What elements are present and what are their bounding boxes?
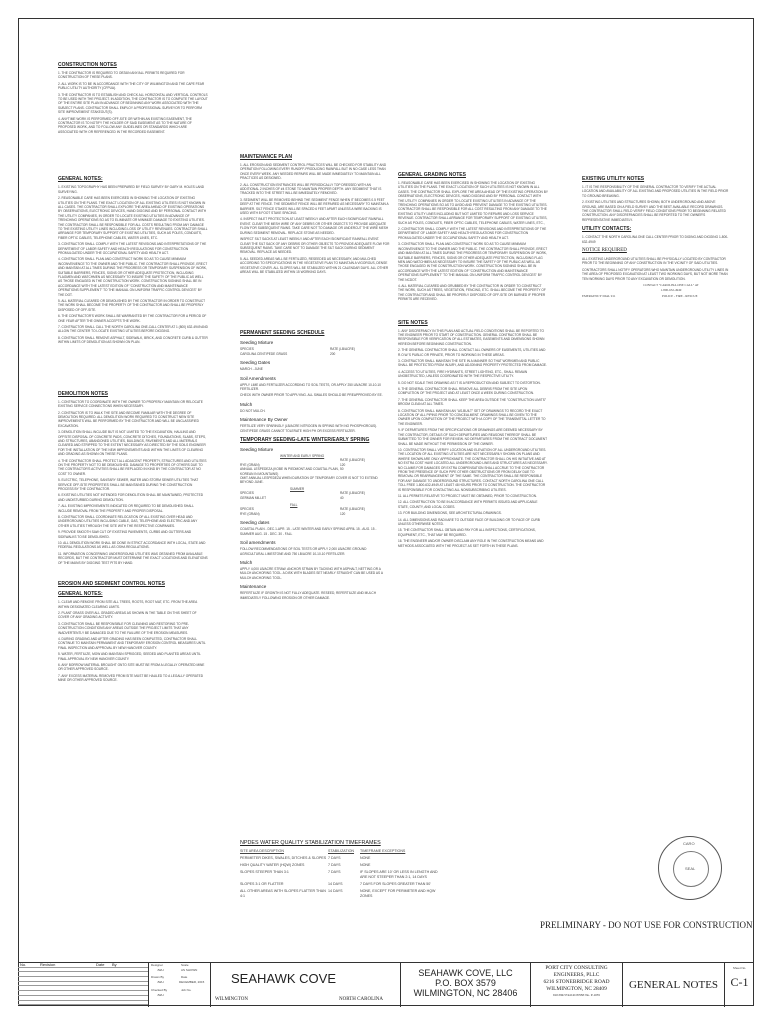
site-note: 8. CONTRACTOR SHALL MAINTAIN AN "AS-BUILT" SET OF DRAWINGS TO RECORD THE EXACT LOCATION OF ALL PIPING PRIOR TO CONCEALMENT. DRAWINGS SHALL BE GIVEN TO THE OWNER UPON COMPLETION OF THE PROJECT WITH A COPY OF THE TRANSMITTAL LETTER TO THE ENGINEER. xyxy=(398,408,546,426)
preliminary-stamp: PRELIMINARY - DO NOT USE FOR CONSTRUCTION xyxy=(540,920,753,930)
scale-value: AS SHOWN xyxy=(181,968,198,972)
summer-species-col: SPECIES xyxy=(240,491,254,496)
erosion-note: 4. DURING GRADING AND AFTER GRADING HAS BEEN COMPLETED, CONTRACTOR SHALL CONTINUE TO MAINTAIN PERMANENT AND TEMPORARY EROSION CONTROL MEASURES UNTIL FINAL INSPECTION AND APPROVAL BY NEW HANOVER COUNTY. xyxy=(58,636,206,650)
project-city: WILMINGTON xyxy=(215,997,248,1002)
date-label: Date xyxy=(181,975,188,979)
column-2 xyxy=(240,150,390,602)
mulch-text: DO NOT MULCH. xyxy=(240,408,266,413)
demolition-note: 5. ELECTRIC, TELEPHONE, SANITARY SEWER, WATER AND STORM SEWER UTILITIES THAT SERVICE OFF-SITE PROPERTIES SHALL BE MAINTAINED DURING THE CONSTRUCTION PROCESS BY THE CONTRACTOR. xyxy=(58,478,199,491)
utility-contacts-heading: UTILITY CONTACTS: xyxy=(582,226,632,233)
revision-table xyxy=(18,963,148,1007)
temp-mixture-heading: Seeding Mixture xyxy=(240,447,274,452)
grading-note: 1. REASONABLE CARE HAS BEEN EXERCISED IN SHOWING THE LOCATION OF EXISTING UTILITIES ON THE PLANS. THE EXACT LOCATION OF SUCH UTILITIES IS NOT KNOWN IN ALL CASES. THE CONTRACTOR SHALL EXPLORE THE AREA AHEAD OF THE EXISTING OPERATION BY OBSERVATIONS, ELECTRONIC DEVICES, HAND DIGGING AND BY PERSONAL CONTACT WITH THE UTILITY COMPANIES IN ORDER TO LOCATE EXISTING UTILITIES IN ADVANCE OF THE TRENCHING OPERATIONS SO AS TO AVOID AND PREVENT DAMAGE TO THE EXISTING UTILITIES. CONTRACTOR SHALL BE RESPONSIBLE FOR ALL COST RESULTING FROM ANY DAMAGE TO THE EXISTING UTILITY LINES INCLUDING BUT NOT LIMITED TO REPAIRS AND LOSS SERVICE REVENUE. CONTRACTOR SHALL ARRANGE FOR TEMPORARY SUPPORT OF EXISTING UTILITIES, SUCH AS POLES, CONDUITS, FIBER OPTIC CABLES, TELEPHONE CABLES, WATER LINES, ETC., xyxy=(398,181,548,225)
site-note: 4. ACCESS TO UTILITIES, FIRE HYDRANTS, STREET LIGHTING, ETC., SHALL REMAIN UNOBSTRUCTED, UNLESS COORDINATED WITH THE RESPECTIVE UTILITY. xyxy=(398,369,528,379)
grading-note: 4. ALL MATERIAL CLEARED AND GRUBBED BY THE CONTRACTOR IN ORDER TO CONSTRUCT THE WORK, SUCH AS TREES, VEGETATION, FENCING, ETC. SHALL BECOME THE PROPERTY OF THE CONTRACTOR AND SHALL BE PROPERLY DISPOSED OF OFF-SITE OR BURNED IF PROPER PERMITS ARE RECEIVED. xyxy=(398,283,546,302)
rev-date-header: Date xyxy=(96,962,105,967)
species-value: CAROLINA CENTIPEDE GRASS xyxy=(240,351,288,356)
column-3 xyxy=(398,168,548,550)
column-1 xyxy=(58,58,208,685)
project-block xyxy=(210,963,400,1007)
sheet-title: GENERAL NOTES xyxy=(628,979,719,991)
npdes-stab: 7 DAYS xyxy=(328,863,341,867)
npdes-row xyxy=(240,889,440,899)
sheet-no-label: Sheet No. xyxy=(732,966,747,970)
owner-block xyxy=(400,963,530,1007)
temp-maint-heading: Maintenance xyxy=(240,584,267,590)
existing-utility-note: 2. EXISTING UTILITIES AND STRUCTURES SHOWN, BOTH UNDERGROUND AND ABOVE GROUND, ARE BASED ON A FIELD SURVEY AND THE BEST AVAILABLE RECORD DRAWINGS. THE CONTRACTOR SHALL FIELD VERIFY FIELD CONDITIONS PRIOR TO BEGINNING RELATED CONSTRUCTION. ANY DISCREPANCIES SHALL BE REPORTED TO THE OWNER'S REPRESENTATIVE IMMEDIATELY. xyxy=(582,200,726,222)
engineer-license: 910.599.5744 LICENSE No. P-1035 xyxy=(553,993,600,997)
soil-amendments: APPLY LIME AND FERTILIZER ACCORDING TO SOIL TESTS, OR APPLY 250 LB/ACRE 10-10-10 FERTILIZER. xyxy=(240,382,381,391)
lespedeza-rate: 50 xyxy=(340,467,344,472)
designer-label: Designer xyxy=(151,963,164,967)
erosion-notes-heading: EROSION AND SEDIMENT CONTROL NOTES xyxy=(58,581,165,588)
site-note: 7. THE GENERAL CONTRACTOR SHALL KEEP THE AREA OUTSIDE THE "CONSTRUCTION LIMITS" BROOM CLEAN AT ALL TIMES. xyxy=(398,397,547,407)
temp-amend-heading: Soil amendments xyxy=(240,540,276,546)
construction-note: 1. THE CONTRACTOR IS REQUIRED TO OBTAIN ANY/ALL PERMITS REQUIRED FOR CONSTRUCTION OF THESE PLANS. xyxy=(58,71,185,80)
summer-rate-col: RATE (LB/ACRE) xyxy=(340,491,365,496)
erosion-note: 5. WATER, FERTILIZE, MOW AND MAINTAIN SPRIGGED, SEEDED AND PLANTED AREAS UNTIL FINAL APPROVAL BY NEW HANOVER COUNTY. xyxy=(58,652,201,661)
npdes-stab: 14 DAYS xyxy=(328,882,343,886)
site-note: 3. CONTRACTOR SHALL MAINTAIN THE SITE IN A MANNER SO THAT WORKMEN AND PUBLIC SHALL BE PROTECTED FROM INJURY, AND ADJOINING PROPERTY PROTECTED FROM DAMAGE. xyxy=(398,359,547,368)
maintenance-item: 5. ALL SEEDED AREAS WILL BE FERTILIZED, RESEEDED AS NECESSARY, AND MULCHED ACCORDING TO SPECIFICATIONS IN THE VEGETATIVE PLAN TO MAINTAIN A VIGOROUS, DENSE VEGETATIVE COVER. ALL SLOPES WILL BE STABILIZED WITHIN 21 CALENDAR DAYS. ALL OTHER AREAS WILL BE STABILIZED WITHIN 15 WORKING DAYS. xyxy=(240,256,389,274)
owner-city: WILMINGTON, NC 28406 xyxy=(413,988,518,998)
erosion-note: 6. ANY BORROW MATERIAL BROUGHT ONTO SITE MUST BE FROM A LEGALLY OPERATED MINE OR OTHER APPROVED SOURCE. xyxy=(58,662,205,672)
soil-amendments-heading: Soil Amendments xyxy=(240,375,276,381)
erosion-note: 2. PLANT GRASS OVER ALL GRADED AREAS AS SHOWN IN THE TABLE ON THIS SHEET OF COVER OF ANY GRADING ACTIVITY. xyxy=(58,610,197,620)
sheet-number: C-1 xyxy=(730,974,749,989)
sheet-number-block xyxy=(724,963,754,1007)
grading-note: 2. CONTRACTOR SHALL COMPLY WITH THE LATEST REVISIONS AND INTERPRETATIONS OF THE DEPARTMENT OF LABOR SAFETY AND HEALTH REGULATIONS FOR CONSTRUCTION PROMULGATED UNDER THE OCCUPATIONAL SAFETY AND HEALTH ACT. xyxy=(398,227,547,240)
existing-utility-heading: EXISTING UTILITY NOTES xyxy=(582,176,645,182)
demolition-note: 6. EXISTING UTILITIES NOT INTENDED FOR DEMOLITION SHALL BE MAINTAINED, PROTECTED AND UNDISTURBED DURING DEMOLITION. xyxy=(58,493,203,502)
npdes-stab: 7 DAYS xyxy=(328,856,341,860)
site-note: 13. FOR BUILDING DIMENSIONS, SEE ARCHITECTURAL DRAWINGS. xyxy=(398,511,502,516)
temp-maint: REFERTILIZE IF GROWTH IS NOT FULLY ADEQUATE. RESEED, REFERTILIZE AND MULCH IMMEDIATELY FOLLOWING EROSION OR OTHER DAMAGE. xyxy=(240,591,377,600)
npdes-heading: NPDES WATER QUALITY STABILIZATION TIMEFRAMES xyxy=(240,840,381,846)
title-block xyxy=(18,962,754,1006)
seal-label: SEAL xyxy=(685,866,696,871)
designer-block xyxy=(148,963,210,1007)
rye: RYE (GRAIN) xyxy=(240,462,260,467)
engineer-city: WILMINGTON, NC 28409 xyxy=(546,986,607,992)
general-note: 8. CONTRACTOR SHALL REMOVE ASPHALT, SIDEWALK, BRICK, AND CONCRETE CURB & GUTTER WITHIN LIMITS OF DEMOLITION AS SHOWN ON PLAN. xyxy=(58,335,208,345)
temp-dates: COASTAL PLAIN - DEC.1-APR. 15 - LATE WINTER AND EARLY SPRING APRIL 15 - AUG. 15 - SUMMER AUG. 15 - DEC. 30 - FALL xyxy=(240,527,377,536)
site-note: 1. ANY DISCREPANCY IN THIS PLAN AND ACTUAL FIELD CONDITIONS SHALL BE REPORTED TO THE ENGINEER PRIOR TO START OF CONSTRUCTION. GENERAL CONTRACTOR SHALL BE RESPONSIBLE FOR VERIFICATION OF ALL ESTIMATES, EASEMENTS AND DIMENSIONS SHOWN HEREON BEFORE BEGINNING CONSTRUCTION. xyxy=(398,328,545,346)
demolition-note: 10. ALL DEMOLITION WORK SHALL BE DONE IN STRICT ACCORDANCE WITH LOCAL, STATE AND FEDERAL REGULATIONS AS WELL AS OSHA REGULATIONS. xyxy=(58,541,206,550)
permanent-seeding-heading: PERMANENT SEEDING SCHEDULE xyxy=(240,330,325,337)
erosion-note: 1. CLEAR AND REMOVE FROM SITE ALL TREES, ROOTS, ROOT MAT, ETC. FROM THE AREA WITHIN DESIGNATED CLEARING LIMITS. xyxy=(58,600,198,609)
mulch-heading: Mulch xyxy=(240,401,253,407)
seeding-mixture-heading: Seeding Mixture xyxy=(240,340,274,346)
demolition-note: 9. PROVIDE SMOOTH SAW CUT OF EXISTING PAVEMENTS, CURBS AND GUTTERS AND SIDEWALKS TO BE DEMOLISHED. xyxy=(58,530,192,539)
utility-contact: 1. CONTACT THE NORTH CAROLINA ONE CALL CENTER PRIOR TO DIGING AND DIGGING 1-800-632-4949 xyxy=(582,235,729,244)
demolition-note: 11. INFORMATION CONCERNING UNDERGROUND UTILITIES WAS OBTAINED FROM AVAILABLE RECORDS, BUT THE CONTRACTOR MUST DETERMINE THE EXACT LOCATIONS AND ELEVATIONS OF THE MAINS BY DIGGING TEST PITS BY HAND. xyxy=(58,551,208,565)
grading-note: 3. CONTRACTOR SHALL PLAN AND CONSTRUCT WORK SO AS TO CAUSE MINIMUM INCONVENIENCE TO THE OWNER AND THE PUBLIC. THE CONTRACTOR SHALL PROVIDE, ERECT AND MAINTAIN AT ALL TIMES DURING THE PROGRESS OR TEMPORARY SUSPENSION OF WORK, SUITABLE BARRIERS, FENCES, SIGNS OR OTHER ADEQUATE PROTECTION, INCLUDING FLAG MEN AND WATCHMEN AS NECESSARY TO INSURE THE SAFETY OF THE PUBLIC AS WELL AS THOSE ENGAGED IN THE CONSTRUCTION WORK. CONSTRUCTION SIGNING SHALL BE IN ACCORDANCE WITH THE LATEST EDITION OF "CONSTRUCTION AND MAINTENANCE OPERATIONS SUPPLEMENT" TO THE MANUAL ON UNIFORM TRAFFIC CONTROL DEVICES" BY THE NCDOT. xyxy=(398,242,548,282)
site-note: 15. THE CONTRACTOR SHALL OBTAIN AND PAY FOR ALL INSPECTIONS, CERTIFICATIONS, EQUIPMENT, ETC., THAT MAY BE REQUIRED. xyxy=(398,528,536,537)
owner-maintenance-heading: Maintenance By Owner xyxy=(240,417,288,423)
general-notes-heading: GENERAL NOTES: xyxy=(58,176,103,183)
drawn-value: JWH xyxy=(157,980,164,984)
engineer-block xyxy=(530,963,622,1007)
millet: GERMAN MILLET xyxy=(240,495,267,500)
npdes-row xyxy=(240,863,440,868)
sheet-title-block xyxy=(622,963,724,1007)
temp-rate-col: RATE (LB/ACRE) xyxy=(340,458,365,463)
project-name: SEAHAWK COVE xyxy=(231,971,336,986)
erosion-note: 3. CONTRACTOR SHALL BE RESPONSIBLE FOR CLEANING AND RESTORING TO PRE-CONSTRUCTION CONDITIONS ANY AREAS OUTSIDE THE PROJECT LIMITS THAT ANY INADVERTENTLY BE DAMAGED DUE TO THE FAILURE OF THE EROSION MEASURES. xyxy=(58,621,190,635)
demolition-note: 2. CONTRACTOR IS TO WALK THE SITE AND BECOME FAMILIAR WITH THE DEGREE OF DEMOLITION REQUIRED. ALL DEMOLITION WORK REQUIRED TO CONSTRUCT NEW SITE IMPROVEMENTS WILL BE PERFORMED BY THE CONTRACTOR AND WILL BE UNCLASSIFIED EXCAVATION. xyxy=(58,410,199,428)
rye-rate: 120 xyxy=(340,462,346,467)
engineer-name-2: ENGINEERS, PLLC xyxy=(553,972,600,978)
omit-note: OMIT ANNUAL LESPEDEZA WHEN DURATION OF TEMPORARY COVER IS NOT TO EXTEND BEYOND JUNE. xyxy=(240,476,378,485)
project-state: NORTH CAROLINA xyxy=(339,997,384,1002)
fall-species-col: SPECIES xyxy=(240,507,254,512)
owner-maintenance-text: FERTILIZE VERY SPARINGLY (LB/ACRE NITROGEN IN SPRING WITH NO PHOSPHOROUS). CENTIPEDE GRASS CANNOT TOLERATE HIGH PH OR EXCESS FERTILIZER. xyxy=(240,424,378,433)
site-note: 12. ALL CONSTRUCTION TO BE IN ACCORDANCE WITH PERMITS ISSUED AND APPLICABLE STATE, COUNTY, AND LOCAL CODES. xyxy=(398,500,538,509)
maintenance-item: 1. ALL EROSION AND SEDIMENT CONTROL PRACTICES WILL BE CHECKED FOR STABILITY AND OPERATION FOLLOWING EVERY RUNOFF-PRODUCING RAINFALL BUT IN NO CASE LESS THAN ONCE EVERY WEEK. ANY NEEDED REPAIRS WILL BE MADE IMMEDIATELY TO MAINTAIN ALL PRACTICES AS DESIGNED. xyxy=(240,163,387,181)
npdes-exc: NONE, EXCEPT FOR PERIMETER AND HQW ZONES xyxy=(360,889,436,898)
temporary-seeding-heading: TEMPORARY SEEDING-LATE WINTER/EARLY SPRING xyxy=(240,437,370,443)
drawn-label: Drawn By xyxy=(151,975,165,979)
npdes-area: PERIMETER DIKES, SWALES, DITCHES & SLOPES xyxy=(240,856,327,860)
seal-arc-text: CARO xyxy=(683,841,695,846)
fall-heading: FALL xyxy=(290,503,298,508)
millet-rate: 40 xyxy=(340,495,344,500)
summer-heading: SUMMER xyxy=(290,486,305,491)
npdes-area: SLOPES STEEPER THAN 3:1 xyxy=(240,870,289,874)
general-note: 4. CONTRACTOR SHALL PLAN AND CONSTRUCT WORK SO AS TO CAUSE MINIMUM INCONVENIENCE TO THE OWNER AND THE PUBLIC. THE CONTRACTOR SHALL PROVIDE, ERECT AND MAINTAIN AT ALL TIMES DURING THE PROGRESS OR TEMPORARY SUSPENSION OF WORK, SUITABLE BARRIERS, FENCES, SIGNS OR OTHER ADEQUATE PROTECTION, INCLUDING FLAGMEN AND WATCHMEN AS NECESSARY TO INSURE THE SAFETY OF THE PUBLIC AS WELL AS THOSE ENGAGED IN THE CONSTRUCTION WORK. CONSTRUCTION SIGNING SHALL BE IN ACCORDANCE WITH THE LATEST EDITION OF "CONSTRUCTION AND MAINTENANCE OPERATIONS SUPPLEMENT" TO THE MANUAL ON UNIFORM TRAFFIC CONTROL DEVICES" BY THE DOT. xyxy=(58,257,208,297)
general-note: 5. ALL MATERIAL CLEARED OR DEMOLISHED BY THE CONTRACTOR IN ORDER TO CONSTRUCT THE WORK SHALL BECOME THE PROPERTY OF THE CONTRACTOR AND SHALL BE PROPERLY DISPOSED OF OFF-SITE. xyxy=(58,299,206,312)
winter-heading: WINTER AND EARLY SPRING xyxy=(280,454,325,458)
fall-rye-rate: 120 xyxy=(340,511,346,516)
notice-required-heading: NOTICE REQUIRED xyxy=(582,248,627,254)
notice-p2: CONTRACTORS SHALL NOTIFY OPERATORS WHO MAINTAIN UNDERGROUND UTILITY LINES IN THE AREA OF PROPOSED EXCAVATION AT LEAST TWO WORKING DAYS, BUT NOT MORE THAN TEN WORKING DAYS PRIOR TO ANY EXCAVATION OR DEMOLITION. xyxy=(582,267,729,281)
npdes-row xyxy=(240,882,440,887)
seeding-dates-heading: Seeding Dates xyxy=(240,360,271,366)
rev-by-header: By xyxy=(112,962,117,967)
site-note: 5. DO NOT SCALE THIS DRAWING AS IT IS A REPRODUCTION AND SUBJECT TO DISTORTION. xyxy=(398,380,541,385)
construction-note: 4. ANYTIME WORK IS PERFORMED OFF-SITE OR WITHIN AN EXISTING EASEMENT, THE CONTRACTOR IS TO NOTIFY THE HOLDER OF SAID EASEMENT AS TO THE NATURE OF PROPOSED WORK, AND TO FOLLOW ANY GUIDELINES OR STANDARDS WHICH ARE ASSOCIATED WITH OR REFERENCED IN THE RECORDED EASEMENT. xyxy=(58,116,192,134)
demolition-note: 8. CONTRACTOR SHALL COORDINATE RELOCATION OF ALL EXISTING OVER HEAD AND UNDERGROUND UTILITIES INCLUDING CABLE, GAS, TELEPHONE AND ELECTRIC AND ANY OTHER UTILITIES THROUGH THE SITE WITH THE RESPECTIVE COMPANIES. xyxy=(58,515,198,528)
npdes-table xyxy=(240,840,440,899)
general-note: 7. CONTRACTOR SHALL CALL THE NORTH CAROLINA ONE-CALL CENTER AT 1 (800) 632-4949 AND ALLOW THE CENTER TO LOCATE EXISTING UTILITIES BEFORE DIGGING. xyxy=(58,325,208,334)
designer-value: JWH xyxy=(157,968,164,972)
general-note: 2. REASONABLE CARE HAS BEEN EXERCISED IN SHOWING THE LOCATION OF EXISTING UTILITIES ON THE PLANS. THE EXACT LOCATION OF ALL EXISTING UTILITIES IS NOT KNOWN IN ALL CASES. THE CONTRACTOR SHALL EXPLORE THE AREA AHEAD OF EXISTING OPERATIONS BY OBSERVATIONS, ELECTRONIC DEVICES, HAND DIGGING AND BY PERSONAL CONTACT WITH THE UTILITY COMPANIES, IN ORDER TO LOCATE EXISTING UTILITIES IN ADVANCE OF TRENCHING OPERATIONS SO AS TO ELIMINATE OR MINIMIZE DAMAGE TO EXISTING UTILITIES. THE CONTRACTOR SHALL BE RESPONSIBLE FOR ALL COSTS RESULTING FROM ANY DAMAGE TO THE EXISTING UTILITY LINES INCLUDING LOSS OF UTILITY REVENUES. CONTRACTOR SHALL ARRANGE FOR TEMPORARY SUPPORT OF EXISTING UTILITIES, SUCH AS POLES, CONDUITS, FIBER OPTIC CABLES, TELEPHONE CABLES, WATER LINES, ETC. xyxy=(58,196,208,240)
site-note: 14. ALL DIMENSIONS AND RADII ARE TO OUTSIDE FACE OF BUILDING OR TO FACE OF CURB UNLESS OTHERWISE NOTED. xyxy=(398,517,540,526)
services-line: POLICE - FIRE - RESCUE xyxy=(662,293,698,298)
fall-rate-col: RATE (LB/ACRE) xyxy=(340,507,365,512)
owner-po-box: P.O. BOX 3579 xyxy=(435,978,496,988)
call-line: CONTACT "CAROLINA ONE CALL" AT xyxy=(643,283,699,288)
maintenance-plan-heading: MAINTENANCE PLAN xyxy=(240,154,292,160)
npdes-exc: NONE xyxy=(360,856,371,860)
general-note: 1. EXISTING TOPOGRAPHY HAS BEEN PREPARED BY FIELD SURVEY BY GARY M. HOLES LAND SURVEYING. xyxy=(58,185,205,194)
general-note: 6. THE CONTRACTOR'S WORK SHALL BE WARRANTED BY THE CONTRACTOR FOR A PERIOD OF ONE YEAR AFTER THE OWNER ACCEPTS THE WORK. xyxy=(58,314,207,323)
maintenance-item: 3. SEDIMENT WILL BE REMOVED BEHIND THE SEDIMENT FENCE WHEN IT BECOMES 0.5 FEET DEEP AT THE FENCE. THE SEDIMENT FENCE WILL BE REPAIRED AS NECESSARY TO MAINTAIN A BARRIER. SILT FENCE STAKES WILL BE SPACED 6 FEET APART UNLESS A WIRE BACKING IS USED WITH 8 FOOT STAKE SPACING. xyxy=(240,197,389,216)
npdes-row xyxy=(240,870,440,880)
temp-mulch: APPLY 4,000 LB/ACRE STRAW. ANCHOR STRAW BY TACKING WITH ASPHALT, NETTING OR A MULCH ANCHORING TOOL. A DISK WITH BLADES SET NEARLY STRAIGHT CAN BE USED AS A MULCH ANCHORING TOOL. xyxy=(240,566,383,580)
npdes-row xyxy=(240,856,440,861)
construction-notes-heading: CONSTRUCTION NOTES xyxy=(58,62,117,68)
emergency-line: EMERGENCY DIAL 911 xyxy=(582,293,616,298)
site-note: 10. CONTRACTOR SHALL VERIFY LOCATION AND ELEVATION OF ALL UNDERGROUND UTILITIES. THE LOCATION OF ALL EXISTING UTILITIES ARE NOT NECESSARILY SHOWN ON PLANS AND WHERE SHOWN ARE ONLY APPROXIMATE. THE CONTRACTOR SHALL ON HIS INITIATIVE AND AT NO EXTRA COST HAVE LOCATED ALL UNDERGROUND LINES AND STRUCTURES AS NECESSARY. NO CLAIMS FOR DAMAGES OR EXTRA COMPENSATION SHALL ACCRUE TO THE CONTRACTOR FROM THE PRESENCE OF SUCH PIPE OTHER OBSTRUCTIONS OR FROM DELAY DUE TO REMOVAL OR REARRANGEMENT OF THE SAME. THE CONTRACTOR SHALL BE RESPONSIBLE FOR ANY DAMAGE TO UNDERGROUND STRUCTURES. CONTACT NORTH CAROLINA ONE CALL TOLL FREE 1-800-632-4949 AT LEAST 48 HOURS PRIOR TO CONSTRUCTION. THE CONTRACTOR IS RESPONSIBLE FOR CONTACTING ALL NONSUBSCRIBING UTILITIES. xyxy=(398,447,548,492)
site-note: 6. THE GENERAL CONTRACTOR SHALL REMOVE ALL DEBRIS FROM THE SITE UPON COMPLETION OF THE PROJECT AND AT LEAST ONCE A WEEK DURING CONSTRUCTION. xyxy=(398,387,535,396)
temp-mulch-heading: Mulch xyxy=(240,559,253,565)
site-note: 9. IF DEPARTURES FROM THE SPECIFICATIONS OR DRAWINGS ARE DEEMED NECESSARY BY THE CONTRACTOR, DETAILS OF SUCH DEPARTURES AND REASONS THEREOF SHALL BE SUBMITTED TO THE OWNER FOR REVIEW. NO DEPARTURES FROM THE CONTRACT DOCUMENT SHALL BE MADE WITHOUT THE PERMISSION OF THE OWNER. xyxy=(398,428,547,446)
call-phone: 1-800-632-4949 xyxy=(660,287,682,292)
existing-utility-note: 1. IT IS THE RESPONSIBILITY OF THE GENERAL CONTRACTOR TO VERIFY THE ACTUAL LOCATION AND AVAILABILITY OF ALL EXISTING AND PROPOSED UTILITIES IN THE FIELD PRIOR TO GROUND BREAKING. xyxy=(582,185,729,198)
rate-value: 200 xyxy=(330,351,336,356)
maintenance-item: INSPECT SILT SACKS AT LEAST WEEKLY AND AFTER EACH SIGNIFICANT RAINFALL EVENT. CLEAR THE SILT SACK OF ANY DEBRIS OR OTHER OBJECTS TO PROVIDE ADEQUATE FLOW FOR SUBSEQUENT RAINS. TAKE CARE NOT TO DAMAGE THE SILT SACK DURING SEDIMENT REMOVAL. REPLACE AS NEEDED. xyxy=(240,237,390,255)
construction-note: 2. ALL WORK IS TO BE IN ACCORDANCE WITH THE CITY OF WILMINGTON AND THE CAPE FEAR PUBLIC UTILITY AUTHORITY (CFPUA). xyxy=(58,81,205,91)
site-note: 11. ALL PERMITS RELATIVE TO PROJECT MUST BE OBTAINED, PRIOR TO CONSTRUCTION. xyxy=(398,493,537,498)
construction-note: 3. THE CONTRACTOR IS TO ESTABLISH AND CHECK ALL HORIZONTAL AND VERTICAL CONTROLS TO BE USED WITH THE PROJECT. IN ADDITION, THE CONTRACTOR IS TO COMPUTE THE LAYOUT OF THE ENTIRE SITE PLAN IN ADVANCE OF BEGINNING ANY WORK ASSOCIATED WITH THE SUBJECT PLANS. CONTRACTOR SHALL EMPLOY A PROFESSIONAL SURVEYOR TO PERFORM SITE IMPROVEMENT STAKEOUT(S). xyxy=(58,92,208,115)
engineer-address: 6216 STONEBRIDGE ROAD xyxy=(543,979,610,985)
engineer-name: PORT CITY CONSULTING xyxy=(545,965,608,971)
scale-label: Scale xyxy=(181,963,189,967)
demolition-note: 7. ALL EXISTING IMPROVEMENTS INDICATED OR REQUIRED TO BE DEMOLISHED SHALL INCLUDE REMOVAL FROM THE PROPERTY AND PROPER DISPOSAL. xyxy=(58,504,194,513)
site-note: 2. THE GENERAL CONTRACTOR SHALL CONTACT ALL OWNERS OF EASEMENTS, UTILITIES AND R.O.W.'S PUBLIC OR PRIVATE, PRIOR TO WORKING IN THESE AREAS. xyxy=(398,348,546,357)
general-note: 3. CONTRACTOR SHALL COMPLY WITH THE LATEST REVISIONS AND INTERPRETATIONS OF THE DEPARTMENT OF LABOR SAFETY AND HEALTH REGULATIONS FOR CONSTRUCTION PROMULGATED UNDER THE OCCUPATIONAL SAFETY AND HEALTH ACT. xyxy=(58,242,207,255)
rate-col: RATE (LB/ACRE) xyxy=(330,347,355,352)
rev-no-header: No. xyxy=(20,962,27,967)
maintenance-item: 4. INSPECT INLET PROTECTION AT LEAST WEEKLY AND AFTER EACH SIGNIFICANT RAINFALL EVENT. CLEAR THE MESH WIRE OF ANY DEBRIS OR OTHER OBJECTS TO PROVIDE ADEQUATE FLOW FOR SUBSEQUENT RAINS. TAKE CARE NOT TO DAMAGE OR UNDERCUT THE WIRE MESH DURING SEDIMENT REMOVAL. REPLACE STONE AS NEEDED. xyxy=(240,217,389,235)
npdes-area: HIGH QUALITY WATER (HQW) ZONES xyxy=(240,863,305,867)
npdes-exc: 7 DAYS FOR SLOPES GREATER THAN 50' xyxy=(360,882,431,886)
npdes-area: SLOPES 3:1 OR FLATTER xyxy=(240,882,284,886)
notice-p1: ALL EXISTING UNDERGROUND UTILITIES SHALL BE PHYSICALLY LOCATED BY CONTRACTOR PRIOR TO THE BEGINNING OF ANY CONSTRUCTION IN THE VICINITY OF SAID UTILITIES. xyxy=(582,257,726,266)
npdes-stab: 7 DAYS xyxy=(328,870,341,874)
demolition-notes-heading: DEMOLITION NOTES xyxy=(58,390,108,397)
npdes-col-area: SITE AREA DESCRIPTION xyxy=(240,849,284,853)
seeding-dates: MARCH - JUNE xyxy=(240,367,263,372)
temp-dates-heading: Seeding dates xyxy=(240,520,270,526)
npdes-stab: 14 DAYS xyxy=(328,889,343,893)
checked-label: Checked By xyxy=(151,988,168,992)
site-note: 16. THE ENGINEER AND/OR OWNER DISCLAIM ANY ROLE IN THE CONSTRUCTION MEANS AND METHODS ASSOCIATED WITH THE PROJECT AS SET FORTH IN THESE PLANS. xyxy=(398,539,544,548)
fall-rye: RYE (GRAIN) xyxy=(240,511,260,516)
npdes-col-stab: STABILIZATION xyxy=(328,849,355,853)
npdes-col-exc: TIMEFRAME EXCEPTIONS xyxy=(360,849,406,853)
job-label: Job No. xyxy=(181,988,192,992)
date-value: DECEMBER, 2015 xyxy=(179,980,205,984)
demolition-note: 1. CONTRACTOR TO COORDINATE WITH THE OWNER TO PROPERLY MAINTAIN OR RELOCATE EXISTING SERVICE CONNECTIONS WHEN NECESSARY. xyxy=(58,399,203,409)
demolition-note: 4. THE CONTRACTOR SHALL PROTECT ALL ADJACENT PROPERTY, STRUCTURES AND UTILITIES ON THE PROPERTY NOT TO BE DEMOLISHED. DAMAGE TO PROPERTIES OF OTHERS DUE TO THE CONTRACTOR'S ACTIVITIES SHALL BE REPLACED IN KIND BY THE CONTRACTOR AT NO COST TO OWNER. xyxy=(58,458,207,476)
erosion-general-heading: GENERAL NOTES: xyxy=(58,591,103,598)
lespedeza: ANNUAL LESPEDEZA (KOBE IN PIEDMONT AND COASTAL PLAIN, KOREAN IN MOUNTAINS) xyxy=(240,467,339,476)
site-notes-heading: SITE NOTES xyxy=(398,319,428,326)
temp-amend: FOLLOW RECOMMENDATIONS OF SOIL TESTS OR APPLY 2,000 LB/ACRE GROUND AGRICULTURAL LIMESTONE AND 750 LB/ACRE 10-10-10 FERTILIZER. xyxy=(240,547,367,556)
maintenance-item: 2. ALL CONSTRUCTION ENTRANCES WILL BE PERIODICALLY TOP DRESSED WITH AN ADDITIONAL 2 INCHES OF #4 STONE TO MAINTAIN PROPER DEPTH. ANY SEDIMENT THAT IS TRACKED INTO THE STREET WILL BE IMMEDIATELY REMOVED. xyxy=(240,182,382,196)
engineer-seal xyxy=(658,836,722,900)
npdes-exc: IF SLOPES ARE 10' OR LESS IN LENGTH AND ARE NOT STEEPER THAN 2:1, 14 DAYS xyxy=(360,870,438,879)
column-4 xyxy=(582,172,730,298)
checked-value: JWH xyxy=(157,993,164,997)
demolition-note: 3. DEMOLITION SHALL INCLUDE BUT IS NOT LIMITED TO THE EXCAVATION, HAULING AND OFFSITE DISPOSAL OF CONCRETE PADS, CONCRETE DITCHES, FOUNDATIONS, SLABS, STEPS, AND STRUCTURES, ABANDONED UTILITIES, BUILDINGS, PAVEMENTS AND ALL MATERIALS CLEARED AND STRIPPED TO THE EXTENT NECESSARY AS DIRECTED BY THE SOILS ENGINEER FOR THE INSTALLATION OF THE NEW IMPROVEMENTS AND WITHIN THE LIMITS OF CLEARING AND GRADING AS SHOWN ON THESE PLANS. xyxy=(58,430,207,457)
erosion-note: 7. ANY EXCESS MATERIAL REMOVED FROM SITE MUST BE HAULED TO A LEGALLY OPERATED MINE OR OTHER APPROVED SOURCE. xyxy=(58,673,204,683)
grading-notes-heading: GENERAL GRADING NOTES xyxy=(398,172,466,178)
rev-revision-header: Revision xyxy=(40,962,56,967)
soil-amendments-2: CHECK WITH OWNER PRIOR TO APPLYING. ALL SWALES SHOULD BE PREAPPROVED BY EE. xyxy=(240,393,383,398)
species-col: SPECIES xyxy=(240,347,254,352)
owner-name: SEAHAWK COVE, LLC xyxy=(418,968,513,978)
npdes-area: ALL OTHER AREAS WITH SLOPES FLATTER THAN 4:1 xyxy=(240,889,326,898)
npdes-exc: NONE xyxy=(360,863,371,867)
